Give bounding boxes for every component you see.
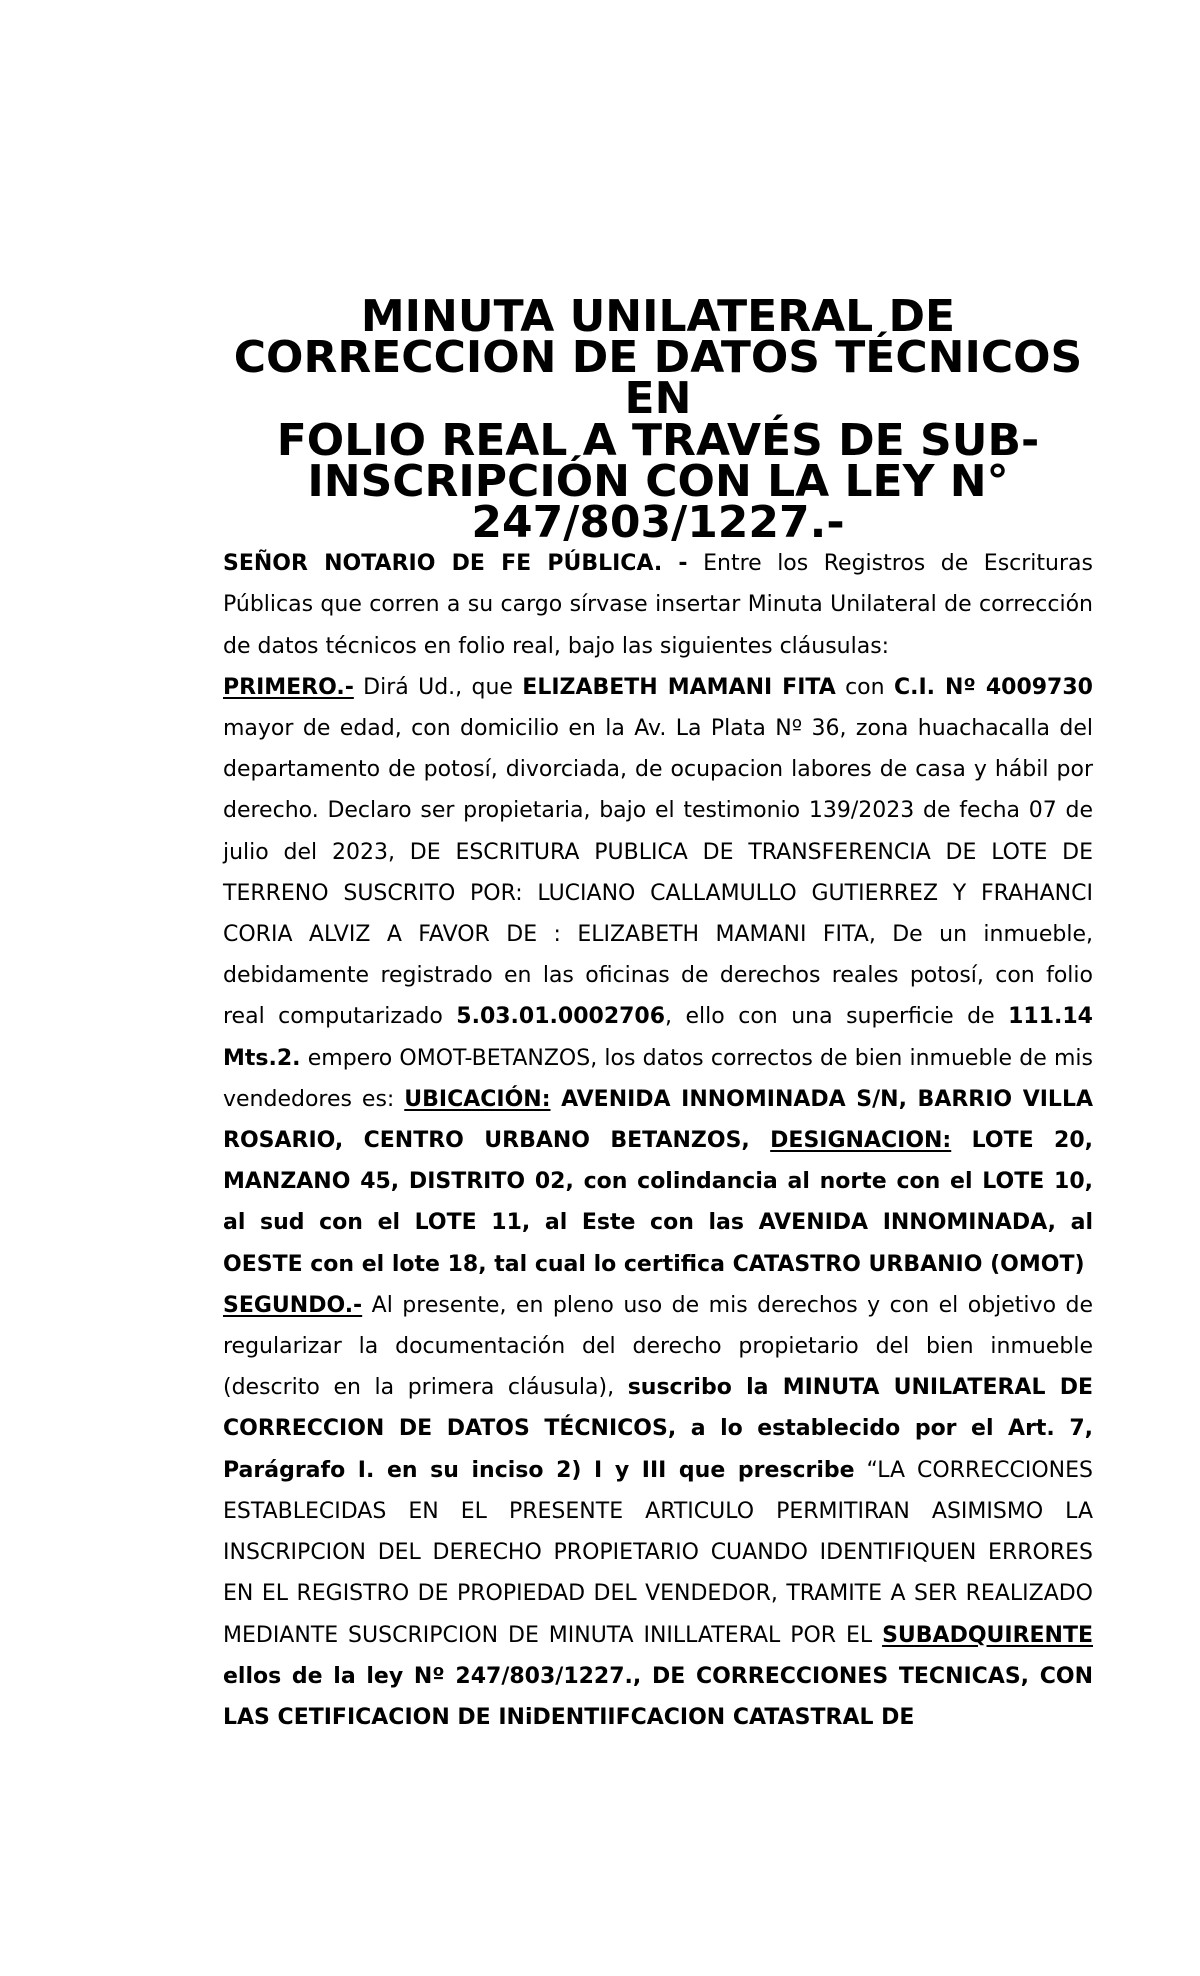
addressee: SEÑOR NOTARIO DE FE PÚBLICA. - — [223, 551, 688, 577]
surface-value: 111.14 Mts.2. — [223, 1004, 1093, 1071]
clause-first-text-2: con — [835, 674, 894, 700]
clause-second-bold-1: suscribo la MINUTA UNILATERAL DE CORRECCION DE DATOS TÉCNICOS, a lo establecido por el Art. 7, Parágrafo I. en su inciso 2) I y III que prescribe — [223, 1375, 1093, 1483]
owner-name: ELIZABETH MAMANI FITA — [522, 674, 836, 700]
clause-first-text-5: empero OMOT-BETANZOS, los datos correctos de bien inmueble de mis vendedores es: — [223, 1045, 1093, 1112]
clause-second-heading: SEGUNDO.- — [223, 1292, 363, 1318]
title-line-3: 247/803/1227.- — [471, 497, 845, 549]
folio-number: 5.03.01.0002706 — [456, 1004, 666, 1030]
clause-second — [223, 1285, 1093, 1738]
designation-text: LOTE 20, MANZANO 45, DISTRITO 02, con colindancia al norte con el LOTE 10, al sud con el LOTE 11, al Este con las AVENIDA INNOMINADA, al OESTE con el lote 18, tal cual lo certifica CATASTRO URBANIO (OMOT) — [223, 1128, 1093, 1277]
clause-first-text-4: , ello con una superficie de — [665, 1004, 1009, 1030]
intro-text: Entre los Registros de Escrituras Públicas que corren a su cargo sírvase insertar Minuta Unilateral de corrección de datos técnicos en folio real, bajo las siguientes cláusulas: — [223, 551, 1093, 659]
clause-second-text-1: Al presente, en pleno uso de mis derechos y con el objetivo de regularizar la documentación del derecho propietario del bien inmueble (descrito en la primera cláusula), — [223, 1292, 1093, 1401]
location-text: AVENIDA INNOMINADA S/N, BARRIO VILLA ROSARIO, CENTRO URBANO BETANZOS, — [223, 1086, 1093, 1154]
clause-first-text-1: Dirá Ud., que — [353, 674, 523, 700]
clause-first — [223, 667, 1093, 1285]
clause-second-bold-2: ellos de la ley Nº 247/803/1227., DE CORRECCIONES TECNICAS, CON LAS CETIFICACION DE INiDENTIIFCACION CATASTRAL DE — [223, 1663, 1093, 1730]
clause-first-text-3: mayor de edad, con domicilio en la Av. La Plata Nº 36, zona huachacalla del departamento de potosí, divorciada, de ocupacion labores de casa y hábil por derecho. Declaro ser propietaria, bajo el testimonio 139/2023 de fecha 07 de julio del 2023, DE ESCRITURA PUBLICA DE TRANSFERENCIA DE LOTE DE TERRENO SUSCRITO POR: LUCIANO CALLAMULLO GUTIERREZ Y FRAHANCI CORIA ALVIZ A FAVOR DE : ELIZABETH MAMANI FITA, De un inmueble, debidamente registrado en las oficinas de derechos reales potosí, con folio real computarizado — [223, 716, 1093, 1030]
owner-ci: C.I. Nº 4009730 — [893, 674, 1093, 700]
designation-label: DESIGNACION: — [770, 1128, 952, 1154]
intro-paragraph — [223, 543, 1093, 667]
clause-first-heading: PRIMERO.- — [223, 674, 354, 700]
document-page — [223, 291, 1093, 1738]
clause-second-text-2: “LA CORRECCIONES ESTABLECIDAS EN EL PRESENTE ARTICULO PERMITIRAN ASIMISMO LA INSCRIPCION DEL DERECHO PROPIETARIO CUANDO IDENTIFIQUEN ERRORES EN EL REGISTRO DE PROPIEDAD DEL VENDEDOR, TRAMITE A SER REALIZADO MEDIANTE SUSCRIPCION DE MINUTA INILLATERAL POR EL — [223, 1457, 1093, 1648]
subadquirente-term: SUBADQUIRENTE — [882, 1622, 1093, 1648]
title-line-2: FOLIO REAL A TRAVÉS DE SUB-INSCRIPCIÓN CON LA LEY N° — [276, 414, 1040, 507]
document-title — [223, 291, 1093, 549]
title-line-1: MINUTA UNILATERAL DE CORRECCION DE DATOS TÉCNICOS EN — [233, 291, 1083, 425]
location-label: UBICACIÓN: — [404, 1086, 551, 1112]
